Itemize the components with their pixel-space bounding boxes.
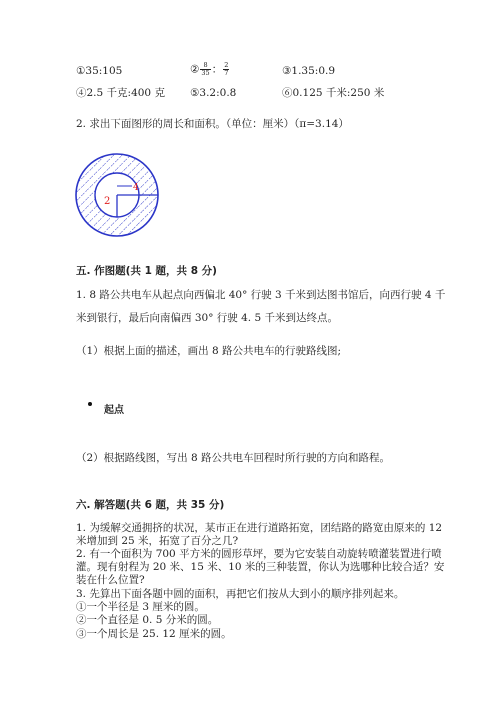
section-6-line-8: ②一个直径是 0. 5 分米的圆。 [76,614,219,626]
section-6-line-2: 米增加到 25 米，拓宽了百分之几? [76,535,239,547]
section-6-line-4: 灌。现有射程为 20 米、15 米、10 米的三种装置，你认为选哪种比较合适？安 [76,561,445,573]
ratio-item-1: ①35:105 [76,65,123,77]
fraction-1-denominator: 35 [201,69,210,77]
ratio-item-2-prefix: ② [190,63,200,76]
section-6-line-1: 1. 为缓解交通拥挤的状况，某市正在进行道路拓宽，团结路的路宽由原来的 12 [76,522,443,534]
section-5-sub-2: （2）根据路线图，写出 8 路公共电车回程时所行驶的方向和路程。 [76,452,391,464]
inner-radius-label: 2 [104,196,111,207]
fraction-2-numerator: 2 [224,61,229,69]
fraction-1 [200,62,210,77]
section-5-line-1: 1. 8 路公共电车从起点向西偏北 40° 行驶 3 千米到达图书馆后，向西行驶 4 千 [76,289,446,301]
section-6-line-3: 2. 有一个面积为 700 平方米的圆形草坪，要为它安装自动旋转喷灌装置进行喷 [76,548,442,560]
section-5-line-2: 米到银行，最后向南偏西 30° 行驶 4. 5 千米到达终点。 [76,312,338,324]
ratio-separator: ： [211,63,223,76]
start-point-label: 起点 [104,405,124,416]
section-6-line-9: ③一个周长是 25. 12 厘米的圆。 [76,628,232,640]
fraction-2-denominator: 7 [224,69,229,77]
section-6-line-6: 3. 先算出下面各题中圆的面积，再把它们按从大到小的顺序排列起来。 [76,588,405,600]
ratio-item-6: ⑥0.125 千米:250 米 [282,87,385,99]
section-6-line-7: ①一个半径是 3 厘米的圆。 [76,601,205,613]
ratio-item-2 [190,62,230,77]
ratio-item-3: ③1.35:0.9 [282,65,336,77]
ratio-item-5: ⑤3.2:0.8 [190,87,237,99]
ring-figure [74,152,160,238]
section-6-line-5: 装在什么位置? [76,574,145,586]
fraction-2 [223,62,229,77]
section-5-sub-1: （1）根据上面的描述，画出 8 路公共电车的行驶路线图; [76,345,342,357]
section-5-title: 五. 作图题(共 1 题，共 8 分) [76,265,217,277]
fraction-1-numerator: 8 [200,62,210,70]
section-6-title: 六. 解答题(共 6 题，共 35 分) [76,499,225,511]
start-point-dot [88,402,92,406]
question-2-text: 2. 求出下面图形的周长和面积。（单位：厘米）（π=3.14） [76,118,349,130]
ratio-item-4: ④2.5 千克:400 克 [76,87,165,99]
outer-radius-label: 4 [133,183,139,193]
